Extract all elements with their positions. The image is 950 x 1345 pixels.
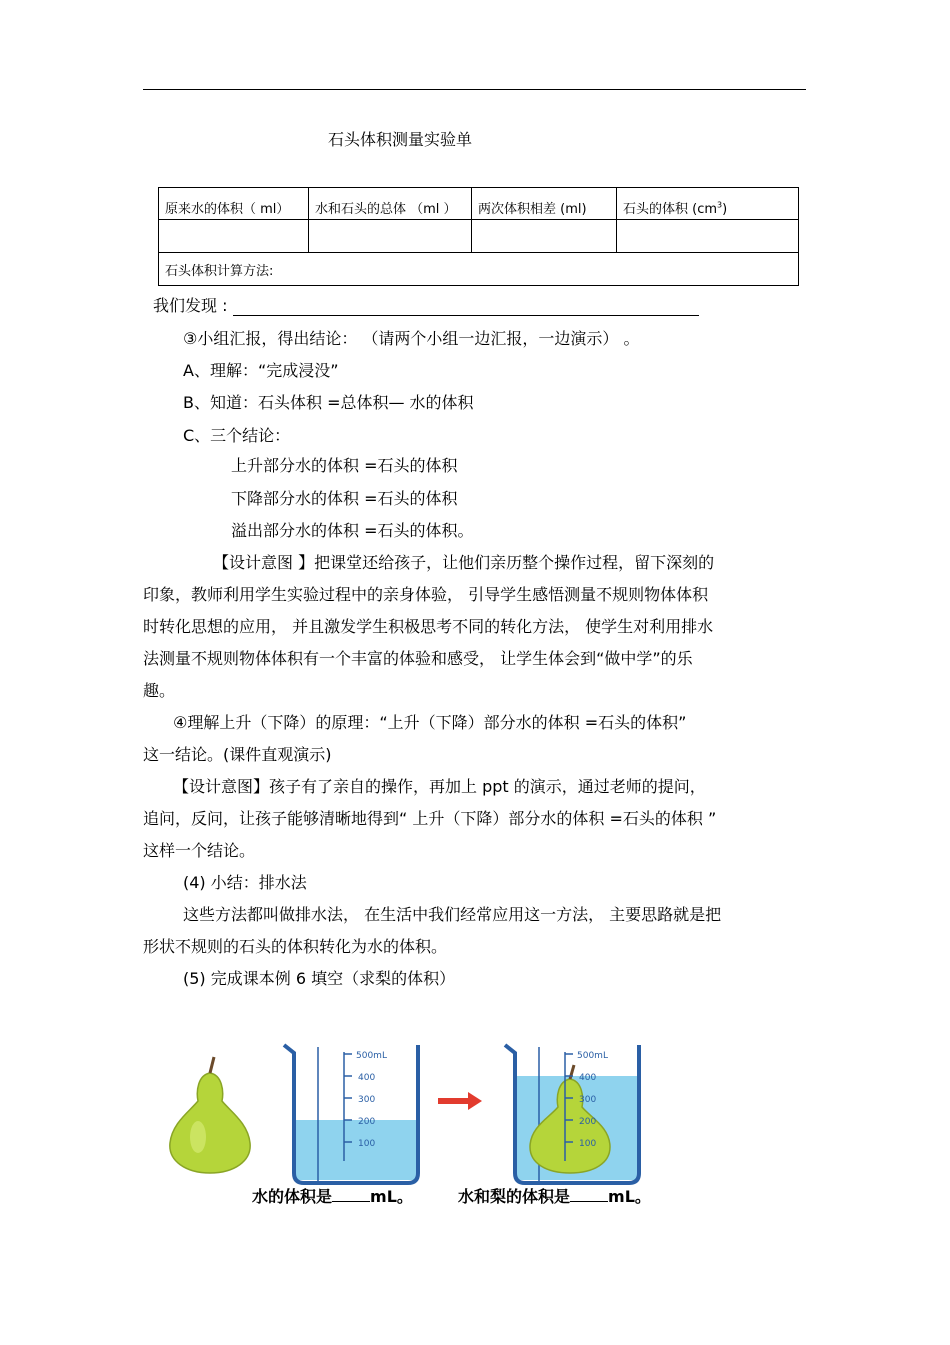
- header-rule: [143, 89, 806, 90]
- text-line: (4) 小结：排水法: [183, 873, 307, 892]
- header-water-stone-total: 水和石头的总体 （ml ）: [309, 188, 472, 220]
- text-line: 法测量不规则物体体积有一个丰富的体验和感受， 让学生体会到“做中学”的乐: [143, 649, 693, 668]
- text-line: 下降部分水的体积 =石头的体积: [231, 489, 458, 508]
- tick-label: 200: [358, 1117, 376, 1127]
- text-line: 趣。: [143, 681, 176, 700]
- tick-label: 500mL: [356, 1051, 387, 1061]
- water-pear-volume-blank[interactable]: [570, 1185, 608, 1202]
- text-line: B、知道：石头体积 =总体积— 水的体积: [183, 393, 474, 412]
- experiment-table: [158, 187, 799, 286]
- text-line: 时转化思想的应用， 并且激发学生积极思考不同的转化方法， 使学生对利用排水: [143, 617, 714, 636]
- text-line: ④理解上升（下降）的原理：“上升（下降）部分水的体积 =石头的体积”: [173, 713, 687, 732]
- header-stone-volume: 石头的体积 $(cm^3)$: [617, 188, 799, 220]
- text-line: (5) 完成课本例 6 填空（求梨的体积）: [183, 969, 456, 988]
- tick-label: 100: [358, 1139, 376, 1149]
- text-line: C、三个结论：: [183, 426, 291, 445]
- table-cell[interactable]: [472, 220, 617, 253]
- tick-label: 200: [579, 1117, 597, 1127]
- table-cell[interactable]: [309, 220, 472, 253]
- header-original-water: 原来水的体积（ ml）: [159, 188, 309, 220]
- text-line: 【设计意图 】把课堂还给孩子，让他们亲历整个操作过程，留下深刻的: [213, 553, 715, 572]
- tick-label: 300: [358, 1095, 376, 1105]
- text-line: 这一结论。(课件直观演示): [143, 745, 332, 764]
- water-volume-blank[interactable]: [332, 1185, 370, 1202]
- text-line: 溢出部分水的体积 =石头的体积。: [231, 521, 474, 540]
- pear-icon: [170, 1057, 250, 1173]
- found-blank[interactable]: [233, 297, 699, 316]
- text-line: 追问，反问，让孩子能够清晰地得到“ 上升（下降）部分水的体积 =石头的体积 ”: [143, 809, 717, 828]
- found-line: 我们发现 :: [153, 293, 699, 316]
- text-line: 形状不规则的石头的体积转化为水的体积。: [143, 937, 448, 956]
- page-title: 石头体积测量实验单: [328, 130, 473, 149]
- tick-label: 300: [579, 1095, 597, 1105]
- text-line: 上升部分水的体积 =石头的体积: [231, 456, 458, 475]
- header-volume-difference: 两次体积相差 (ml): [472, 188, 617, 220]
- text-line: A、理解：“完成浸没”: [183, 361, 339, 380]
- table-cell[interactable]: [159, 220, 309, 253]
- beaker-icon: [505, 1045, 639, 1183]
- text-line: ③小组汇报，得出结论： （请两个小组一边汇报，一边演示） 。: [183, 329, 640, 348]
- caption-water-pear: 水和梨的体积是 mL。: [458, 1187, 651, 1206]
- text-line: 印象，教师利用学生实验过程中的亲身体验， 引导学生感悟测量不规则物体体积: [143, 585, 709, 604]
- tick-label: 400: [579, 1073, 597, 1083]
- tick-label: 400: [358, 1073, 376, 1083]
- beaker-icon: [284, 1045, 418, 1183]
- caption-water: 水的体积是 mL。: [252, 1187, 413, 1206]
- text-line: 这样一个结论。: [143, 841, 256, 860]
- text-line: 这些方法都叫做排水法， 在生活中我们经常应用这一方法， 主要思路就是把: [183, 905, 722, 924]
- table-cell[interactable]: [617, 220, 799, 253]
- method-row: 石头体积计算方法:: [159, 253, 799, 286]
- arrow-icon: [438, 1092, 482, 1110]
- tick-label: 500mL: [577, 1051, 608, 1061]
- text-line: 【设计意图】孩子有了亲自的操作，再加上 ppt 的演示，通过老师的提问，: [173, 777, 706, 796]
- tick-label: 100: [579, 1139, 597, 1149]
